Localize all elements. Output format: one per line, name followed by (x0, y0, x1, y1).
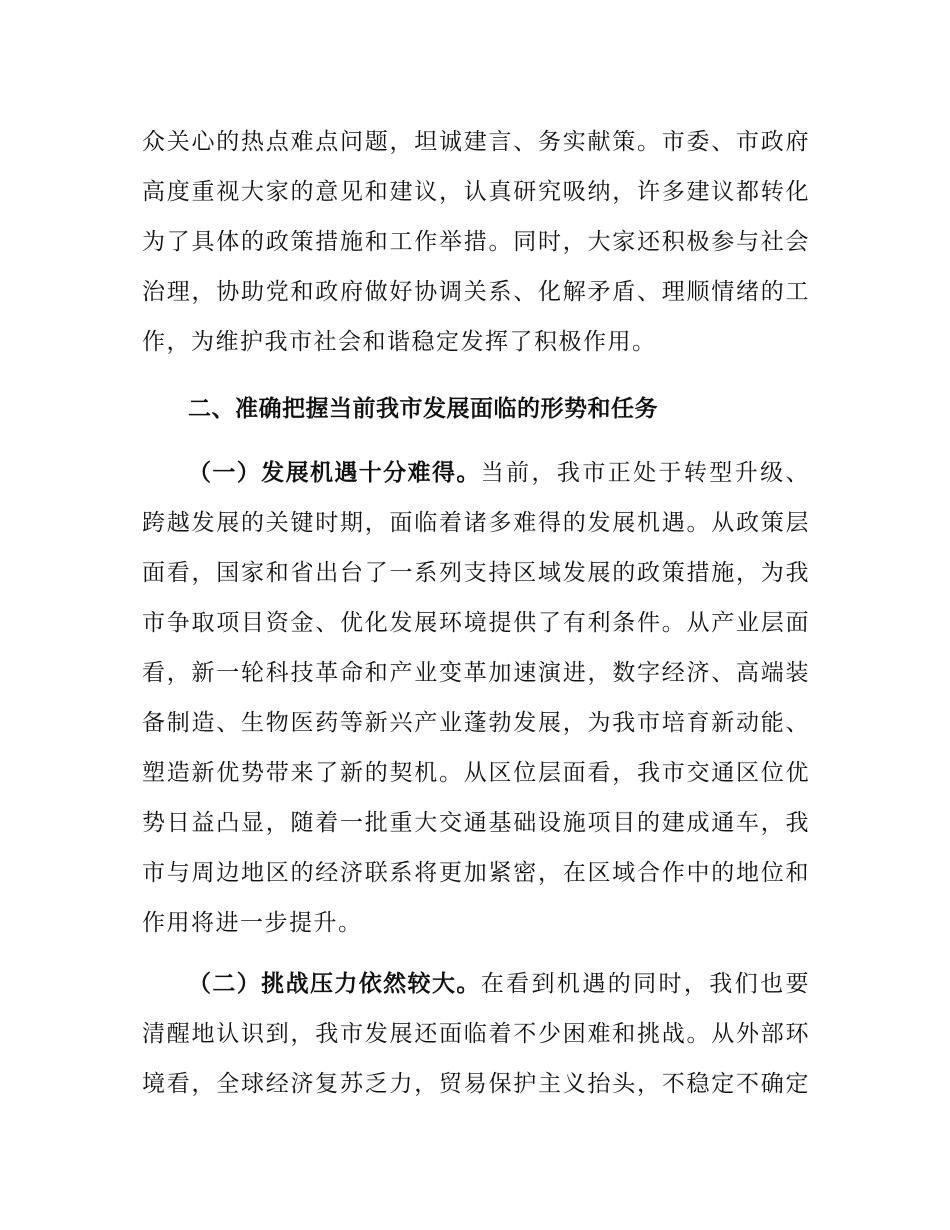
paragraph-2-line: 备制造、生物医药等新兴产业蓬勃发展，为我市培育新动能、 (142, 710, 810, 736)
paragraph-1-line: 作，为维护我市社会和谐稳定发挥了积极作用。 (142, 329, 657, 355)
paragraph-2-line: 势日益凸显，随着一批重大交通基础设施项目的建成通车，我 (142, 810, 810, 836)
paragraph-1-line: 为了具体的政策措施和工作举措。同时，大家还积极参与社会 (142, 229, 810, 255)
paragraph-1-line: 众关心的热点难点问题，坦诚建言、务实献策。市委、市政府 (142, 129, 810, 155)
section-heading: 二、准确把握当前我市发展面临的形势和任务 (188, 396, 658, 422)
paragraph-2-line: 作用将进一步提升。 (142, 910, 363, 936)
paragraph-3-line: 境看，全球经济复苏乏力，贸易保护主义抬头，不稳定不确定 (142, 1071, 810, 1097)
paragraph-2-line: 市与周边地区的经济联系将更加紧密，在区域合作中的地位和 (142, 860, 810, 886)
paragraph-3-line: 清醒地认识到，我市发展还面临着不少困难和挑战。从外部环 (142, 1021, 810, 1047)
paragraph-2-line: 面看，国家和省出台了一系列支持区域发展的政策措施，为我 (142, 560, 810, 586)
paragraph-2-first-line-rest: 当前，我市正处于转型升级、 (480, 460, 811, 486)
paragraph-3-bold-lead: （二）挑战压力依然较大。 (188, 971, 481, 997)
paragraph-2-first-line (188, 458, 810, 488)
paragraph-1-line: 治理，协助党和政府做好协调关系、化解矛盾、理顺情绪的工 (142, 279, 810, 305)
paragraph-2-line: 跨越发展的关键时期，面临着诸多难得的发展机遇。从政策层 (142, 510, 810, 536)
paragraph-3-first-line (188, 969, 810, 999)
paragraph-3-first-line-rest: 在看到机遇的同时，我们也要 (480, 971, 811, 997)
paragraph-2-bold-lead: （一）发展机遇十分难得。 (188, 460, 481, 486)
paragraph-2-line: 塑造新优势带来了新的契机。从区位层面看，我市交通区位优 (142, 760, 810, 786)
paragraph-2-line: 看，新一轮科技革命和产业变革加速演进，数字经济、高端装 (142, 660, 810, 686)
paragraph-1-line: 高度重视大家的意见和建议，认真研究吸纳，许多建议都转化 (142, 179, 810, 205)
paragraph-2-line: 市争取项目资金、优化发展环境提供了有利条件。从产业层面 (142, 610, 810, 636)
